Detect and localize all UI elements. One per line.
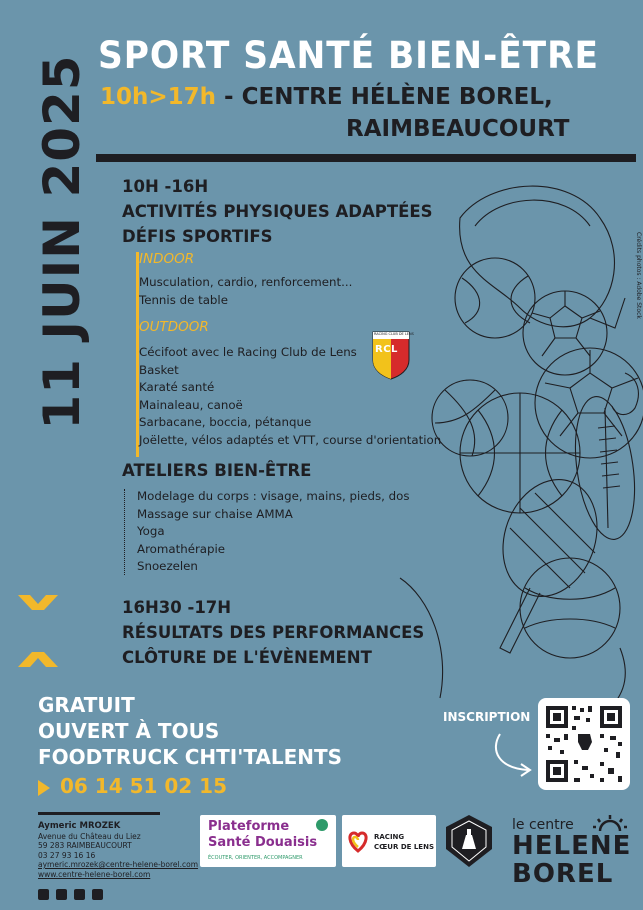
facebook-icon[interactable] xyxy=(56,889,67,900)
venue-line2: RAIMBEAUCOURT xyxy=(346,116,570,142)
list-item: Snoezelen xyxy=(137,559,198,573)
curved-arrow-icon xyxy=(488,730,536,778)
event-title: SPORT SANTÉ BIEN-ÊTRE xyxy=(98,34,599,77)
racing-coeur-de-lens-logo: RACING CŒUR DE LENS xyxy=(342,815,436,867)
indoor-label: INDOOR xyxy=(139,251,195,267)
play-arrow-icon xyxy=(38,780,50,796)
info-block xyxy=(38,692,342,770)
list-item: Musculation, cardio, renforcement... xyxy=(139,275,353,289)
wellness-title: ATELIERS BIEN-ÊTRE xyxy=(122,461,312,480)
youtube-icon[interactable] xyxy=(92,889,103,900)
time-range: 10h>17h xyxy=(100,84,217,110)
contact-block xyxy=(38,822,198,879)
list-item: Joëlette, vélos adaptés et VTT, course d'orientation xyxy=(139,432,442,447)
instagram-icon[interactable] xyxy=(74,889,85,900)
info-free: GRATUIT xyxy=(38,693,135,717)
contact-phone: 03 27 93 16 16 xyxy=(38,850,96,860)
info-foodtruck: FOODTRUCK CHTI'TALENTS xyxy=(38,745,343,769)
photo-credit: Crédits photos : Adobe Stock xyxy=(635,232,642,319)
linkedin-icon[interactable] xyxy=(38,889,49,900)
list-item: Tennis de table xyxy=(139,292,228,307)
time-venue-line xyxy=(100,84,553,110)
contact-address2: 59 283 RAIMBEAUCOURT xyxy=(38,841,132,850)
list-item: Sarbacane, boccia, pétanque xyxy=(139,415,312,429)
list-item: Massage sur chaise AMMA xyxy=(137,506,293,521)
session2-time: 16H30 -17H xyxy=(122,598,232,617)
registration-qr-code[interactable] xyxy=(538,698,630,790)
outdoor-label: OUTDOOR xyxy=(139,319,209,335)
contact-divider xyxy=(38,812,160,815)
session2-line1: RÉSULTATS DES PERFORMANCES xyxy=(122,623,425,642)
contact-website-link[interactable]: www.centre-helene-borel.com xyxy=(38,869,151,879)
contact-email-link[interactable]: aymeric.mrozek@centre-helene-borel.com xyxy=(38,860,199,869)
plateforme-sante-douaisis-logo: Plateforme Santé Douaisis ÉCOUTER, ORIENTER, ACCOMPAGNER xyxy=(200,815,336,867)
session1-title2: DÉFIS SPORTIFS xyxy=(122,227,273,246)
contact-name: Aymeric MROZEK xyxy=(38,821,121,831)
session1-time: 10H -16H xyxy=(122,177,209,196)
indoor-list xyxy=(139,274,352,309)
rcl-badge-logo: RACING CLUB DE LENS RCL xyxy=(370,330,412,380)
list-item: Karaté santé xyxy=(139,380,215,394)
session2-block xyxy=(122,595,424,670)
list-item: Cécifoot avec le Racing Club de Lens xyxy=(139,345,357,359)
list-item: Mainaleau, canoë xyxy=(139,397,243,412)
wellness-list xyxy=(137,488,410,576)
session2-line2: CLÔTURE DE L'ÉVÈNEMENT xyxy=(122,648,372,667)
list-item: Yoga xyxy=(137,524,165,538)
centre-helene-borel-logo: le centre HELENE BOREL xyxy=(512,817,632,889)
event-date: 11 JUIN 2025 xyxy=(33,54,91,430)
contact-phone-link[interactable] xyxy=(38,774,227,798)
session1-title1: ACTIVITÉS PHYSIQUES ADAPTÉES xyxy=(122,202,433,221)
list-item: Aromathérapie xyxy=(137,541,226,556)
list-item: Basket xyxy=(139,362,179,377)
inscription-label: INSCRIPTION xyxy=(443,710,531,724)
phone-number: 06 14 51 02 15 xyxy=(60,774,228,798)
crest-logo xyxy=(442,813,496,869)
contact-address1: Avenue du Château du Liez xyxy=(38,831,141,841)
list-item: Modelage du corps : visage, mains, pieds, dos xyxy=(137,489,410,503)
wellness-rule xyxy=(124,489,125,575)
yellow-decoration-marks xyxy=(16,592,60,672)
session1-block xyxy=(122,174,433,249)
social-icons xyxy=(38,885,110,904)
header-divider xyxy=(96,154,636,162)
venue-line1: - CENTRE HÉLÈNE BOREL, xyxy=(216,84,553,110)
info-open: OUVERT À TOUS xyxy=(38,719,220,743)
